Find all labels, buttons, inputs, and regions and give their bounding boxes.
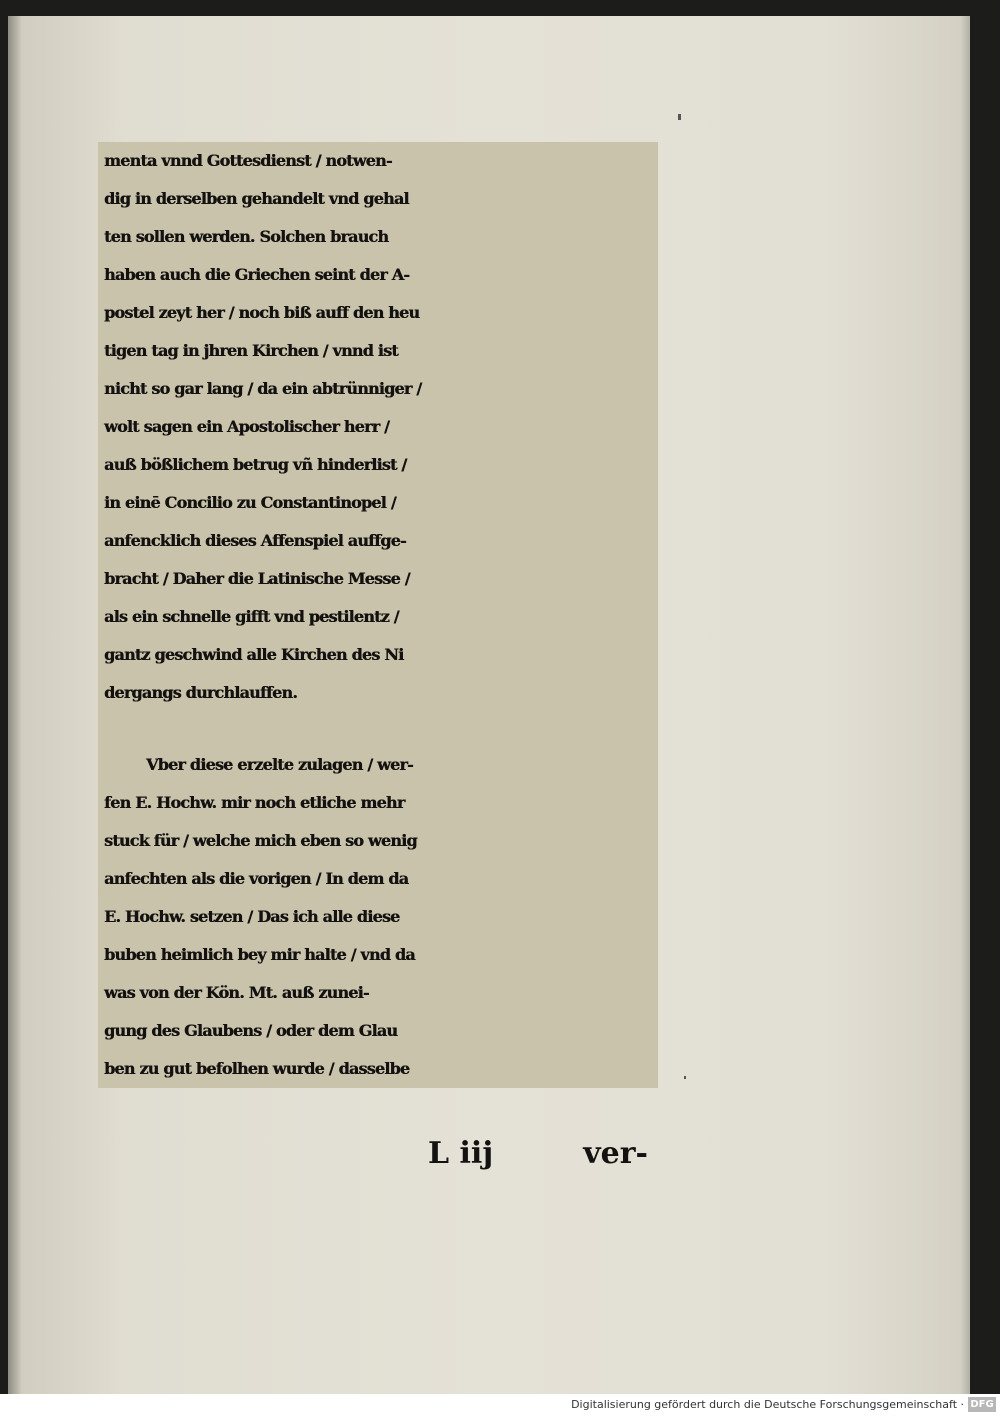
text-line: haben auch die Griechen seint der A-: [104, 265, 410, 284]
text-line: menta vnnd Gottesdienst / notwen-: [104, 151, 392, 170]
text-line: anfencklich dieses Affenspiel auffge-: [104, 531, 406, 550]
text-line: ben zu gut befolhen wurde / dasselbe: [104, 1059, 410, 1078]
text-line: Vber diese erzelte zulagen / wer-: [146, 755, 413, 774]
paper-speck: [678, 114, 681, 120]
funding-credit: Digitalisierung gefördert durch die Deutsche Forschungsgemeinschaft ·: [571, 1398, 964, 1411]
text-line: ten sollen werden. Solchen brauch: [104, 227, 389, 246]
text-line: nicht so gar lang / da ein abtrünniger /: [104, 379, 422, 398]
text-line: gung des Glaubens / oder dem Glau: [104, 1021, 398, 1040]
text-line: stuck für / welche mich eben so wenig: [104, 831, 417, 850]
text-line: in einē Concilio zu Constantinopel /: [104, 493, 396, 512]
text-line: E. Hochw. setzen / Das ich alle diese: [104, 907, 400, 926]
text-block: [98, 142, 658, 1088]
text-line: postel zeyt her / noch biß auff den heu: [104, 303, 420, 322]
spine-shadow: [8, 16, 22, 1394]
book-page: [8, 16, 970, 1394]
text-line: fen E. Hochw. mir noch etliche mehr: [104, 793, 405, 812]
text-line: anfechten als die vorigen / In dem da: [104, 869, 409, 888]
text-line: dig in derselben gehandelt vnd gehal: [104, 189, 409, 208]
page-edge: [960, 16, 970, 1394]
text-line: buben heimlich bey mir halte / vnd da: [104, 945, 415, 964]
text-line: dergangs durchlauffen.: [104, 683, 298, 702]
text-line: bracht / Daher die Latinische Messe /: [104, 569, 410, 588]
text-line: gantz geschwind alle Kirchen des Ni: [104, 645, 404, 664]
catchword: ver-: [583, 1136, 648, 1171]
paper-speck: [684, 1076, 686, 1079]
footer-bar: [0, 1394, 1000, 1416]
catch-line: [98, 1136, 658, 1180]
signature-mark: L iij: [428, 1136, 494, 1171]
dfg-logo: DFG: [968, 1397, 996, 1412]
text-line: auß bößlichem betrug vñ hinderlist /: [104, 455, 407, 474]
text-line: tigen tag in jhren Kirchen / vnnd ist: [104, 341, 398, 360]
text-line: als ein schnelle gifft vnd pestilentz /: [104, 607, 399, 626]
paragraph-gap: [98, 712, 658, 746]
text-line: was von der Kön. Mt. auß zunei-: [104, 983, 369, 1002]
text-line: wolt sagen ein Apostolischer herr /: [104, 417, 390, 436]
